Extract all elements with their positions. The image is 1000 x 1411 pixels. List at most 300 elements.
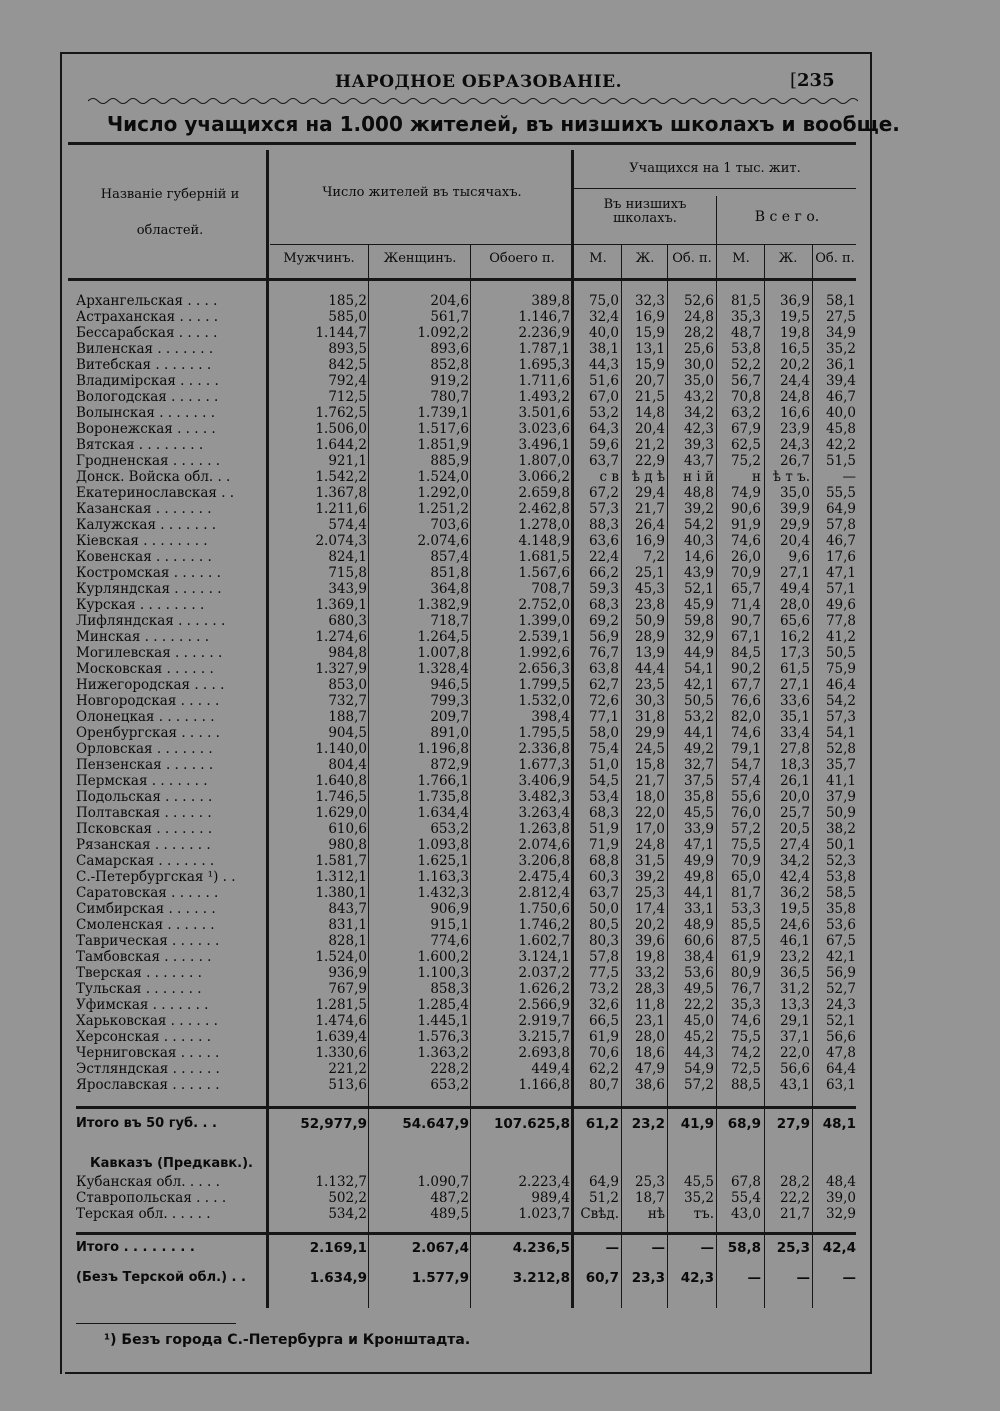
- rows-cell: 885,9: [430, 453, 469, 469]
- rows-cell: 3.066,2: [518, 469, 570, 485]
- rows-cell: 893,5: [328, 341, 367, 357]
- rows-cell: 1.196,8: [417, 741, 469, 757]
- rows-cell: 872,9: [430, 757, 469, 773]
- rows-name: Самарская . . . . . . .: [76, 853, 215, 869]
- rows-cell: 20,5: [779, 821, 810, 837]
- rows-cell: 75,5: [730, 837, 761, 853]
- total_caucasus-cell: 4.236,5: [512, 1240, 570, 1256]
- total_50-cell: 107.625,8: [493, 1116, 570, 1132]
- rows-cell: 85,5: [730, 917, 761, 933]
- rows-cell: 48,9: [683, 917, 714, 933]
- title-rule: [68, 142, 856, 145]
- total_caucasus-cell: —: [651, 1240, 665, 1256]
- rows-cell: 891,0: [430, 725, 469, 741]
- rows-cell: 14,8: [634, 405, 665, 421]
- caucasus_rows-cell: 55,4: [730, 1190, 761, 1206]
- caucasus_rows-cell: 45,5: [683, 1174, 714, 1190]
- rows-name: Гродненская . . . . . .: [76, 453, 221, 469]
- rows-cell: 41,1: [825, 773, 856, 789]
- rows-cell: 46,7: [825, 389, 856, 405]
- rows-cell: 1.328,4: [417, 661, 469, 677]
- total_without_terek-cell: 23,3: [631, 1270, 665, 1286]
- rows-cell: 44,3: [683, 1045, 714, 1061]
- rows-cell: 1.144,7: [315, 325, 367, 341]
- header-lower-schools-1: Въ низшихъ: [603, 197, 687, 212]
- rows-cell: 4.148,9: [518, 533, 570, 549]
- header-name-line1: Названіе губерній и: [100, 187, 240, 202]
- rows-cell: 16,6: [779, 405, 810, 421]
- rows-cell: 574,4: [328, 517, 367, 533]
- rows-cell: 62,5: [730, 437, 761, 453]
- rows-cell: 54,1: [683, 661, 714, 677]
- rows-name: Екатеринославская . .: [76, 485, 235, 501]
- rows-cell: 49,5: [683, 981, 714, 997]
- rows-cell: 1.567,6: [518, 565, 570, 581]
- caucasus_rows-cell: нѣ: [647, 1206, 665, 1222]
- rows-cell: —: [842, 469, 856, 485]
- rows-cell: 19,8: [779, 325, 810, 341]
- rows-cell: 62,2: [588, 1061, 619, 1077]
- rows-cell: 22,9: [634, 453, 665, 469]
- rows-cell: 653,2: [430, 1077, 469, 1093]
- header-pupils: Учащихся на 1 тыс. жит.: [629, 161, 801, 176]
- rows-cell: 32,7: [683, 757, 714, 773]
- rows-cell: 1.367,8: [315, 485, 367, 501]
- rows-cell: 63,8: [588, 661, 619, 677]
- rows-cell: 75,0: [588, 293, 619, 309]
- rows-name: Уфимская . . . . . . .: [76, 997, 209, 1013]
- rows-cell: 53,2: [683, 709, 714, 725]
- rows-cell: 68,8: [588, 853, 619, 869]
- total_without_terek-cell: 1.577,9: [411, 1270, 469, 1286]
- rows-name: Черниговская . . . . .: [76, 1045, 220, 1061]
- total_without_terek-cell: —: [842, 1270, 856, 1286]
- rows-name: Кіевская . . . . . . . .: [76, 533, 208, 549]
- rows-cell: 188,7: [328, 709, 367, 725]
- rows-cell: 64,4: [825, 1061, 856, 1077]
- rows-cell: 828,1: [328, 933, 367, 949]
- rows-cell: 65,7: [730, 581, 761, 597]
- caucasus_rows-cell: 32,9: [825, 1206, 856, 1222]
- rows-cell: 84,5: [730, 645, 761, 661]
- rows-cell: 74,6: [730, 1013, 761, 1029]
- rows-cell: 364,8: [430, 581, 469, 597]
- rows-cell: 63,1: [825, 1077, 856, 1093]
- caucasus_rows-cell: Свѣд.: [580, 1206, 619, 1222]
- rows-cell: 24,6: [779, 917, 810, 933]
- rows-cell: 68,3: [588, 597, 619, 613]
- rows-cell: 2.812,4: [518, 885, 570, 901]
- rows-cell: 1.532,0: [518, 693, 570, 709]
- rows-cell: 2.462,8: [518, 501, 570, 517]
- rows-cell: 49,9: [683, 853, 714, 869]
- rows-cell: 946,5: [430, 677, 469, 693]
- header-m: М.: [589, 251, 607, 266]
- rows-cell: 44,3: [588, 357, 619, 373]
- rows-cell: 87,5: [730, 933, 761, 949]
- rows-cell: 36,5: [779, 965, 810, 981]
- rows-cell: 22,0: [779, 1045, 810, 1061]
- caucasus-heading: Кавказъ (Предкавк.).: [90, 1156, 253, 1171]
- rows-cell: 29,9: [634, 725, 665, 741]
- rows-name: Херсонская . . . . . .: [76, 1029, 211, 1045]
- rows-cell: 3.023,6: [518, 421, 570, 437]
- rows-cell: 63,2: [730, 405, 761, 421]
- rows-cell: 36,9: [779, 293, 810, 309]
- rows-cell: 47,1: [683, 837, 714, 853]
- rows-cell: 29,1: [779, 1013, 810, 1029]
- rows-cell: 76,6: [730, 693, 761, 709]
- rows-cell: 90,2: [730, 661, 761, 677]
- rows-cell: 2.693,8: [518, 1045, 570, 1061]
- header-total: В с е г о.: [754, 209, 820, 225]
- total_caucasus-cell: 25,3: [776, 1240, 810, 1256]
- rows-cell: 11,8: [634, 997, 665, 1013]
- total_without_terek-cell: 42,3: [680, 1270, 714, 1286]
- rows-cell: 32,6: [588, 997, 619, 1013]
- rows-cell: 24,8: [683, 309, 714, 325]
- rows-cell: 1.493,2: [518, 389, 570, 405]
- rows-cell: 54,2: [683, 517, 714, 533]
- rows-cell: 1.851,9: [417, 437, 469, 453]
- rows-cell: 60,3: [588, 869, 619, 885]
- rows-cell: 34,9: [825, 325, 856, 341]
- rows-cell: 185,2: [328, 293, 367, 309]
- rows-cell: 60,6: [683, 933, 714, 949]
- rows-cell: 24,3: [779, 437, 810, 453]
- rows-cell: 45,3: [634, 581, 665, 597]
- rows-cell: 40,0: [588, 325, 619, 341]
- rows-cell: 50,5: [825, 645, 856, 661]
- caucasus_rows-cell: 1.132,7: [315, 1174, 367, 1190]
- caucasus_rows-name: Ставропольская . . . .: [76, 1190, 227, 1206]
- rows-cell: 24,8: [779, 389, 810, 405]
- rows-cell: 29,4: [634, 485, 665, 501]
- rows-name: Калужская . . . . . . .: [76, 517, 217, 533]
- rows-cell: 63,6: [588, 533, 619, 549]
- rows-cell: 1.474,6: [315, 1013, 367, 1029]
- rows-cell: 35,3: [730, 309, 761, 325]
- rows-cell: 52,2: [730, 357, 761, 373]
- rows-cell: 76,0: [730, 805, 761, 821]
- caucasus_rows-cell: 22,2: [779, 1190, 810, 1206]
- rows-cell: 21,5: [634, 389, 665, 405]
- rows-cell: 703,6: [430, 517, 469, 533]
- rows-cell: 27,1: [779, 677, 810, 693]
- rows-name: Тверская . . . . . . .: [76, 965, 202, 981]
- rows-cell: 47,9: [634, 1061, 665, 1077]
- rows-cell: 69,2: [588, 613, 619, 629]
- rows-name: Новгородская . . . . .: [76, 693, 220, 709]
- rows-cell: 26,1: [779, 773, 810, 789]
- rows-cell: 1.399,0: [518, 613, 570, 629]
- rows-cell: 90,6: [730, 501, 761, 517]
- rows-cell: 1.626,2: [518, 981, 570, 997]
- rows-cell: 57,3: [588, 501, 619, 517]
- rows-cell: 7,2: [643, 549, 665, 565]
- rows-cell: 54,1: [825, 725, 856, 741]
- header-lower-schools-2: школахъ.: [613, 211, 677, 226]
- rows-cell: 1.093,8: [417, 837, 469, 853]
- rows-cell: 53,6: [683, 965, 714, 981]
- rows-cell: 21,2: [634, 437, 665, 453]
- rows-cell: 1.285,4: [417, 997, 469, 1013]
- rows-cell: 53,8: [825, 869, 856, 885]
- caucasus_rows-cell: 48,4: [825, 1174, 856, 1190]
- rows-cell: 90,7: [730, 613, 761, 629]
- rows-cell: 19,5: [779, 309, 810, 325]
- rows-cell: 19,8: [634, 949, 665, 965]
- rows-cell: 17,0: [634, 821, 665, 837]
- rows-name: Вятская . . . . . . . .: [76, 437, 204, 453]
- rows-cell: 19,5: [779, 901, 810, 917]
- rows-cell: 38,1: [588, 341, 619, 357]
- rows-cell: 47,8: [825, 1045, 856, 1061]
- rows-cell: 718,7: [430, 613, 469, 629]
- rows-name: Витебская . . . . . . .: [76, 357, 212, 373]
- rows-cell: 38,6: [634, 1077, 665, 1093]
- rows-cell: 2.919,7: [518, 1013, 570, 1029]
- caucasus_rows-cell: тъ.: [693, 1206, 714, 1222]
- rows-cell: 28,0: [634, 1029, 665, 1045]
- rows-cell: 39,4: [825, 373, 856, 389]
- rows-cell: 74,6: [730, 725, 761, 741]
- rows-cell: 3.406,9: [518, 773, 570, 789]
- rows-cell: 62,7: [588, 677, 619, 693]
- rows-cell: 80,3: [588, 933, 619, 949]
- caucasus_rows-cell: 502,2: [328, 1190, 367, 1206]
- rows-cell: 39,2: [634, 869, 665, 885]
- rows-cell: 15,8: [634, 757, 665, 773]
- rows-cell: 3.124,1: [518, 949, 570, 965]
- rows-cell: 71,9: [588, 837, 619, 853]
- rows-cell: 57,4: [730, 773, 761, 789]
- rows-cell: 30,3: [634, 693, 665, 709]
- rows-cell: 22,2: [683, 997, 714, 1013]
- rows-cell: 79,1: [730, 741, 761, 757]
- rows-cell: 31,8: [634, 709, 665, 725]
- rows-cell: 41,2: [825, 629, 856, 645]
- rows-cell: 21,7: [634, 501, 665, 517]
- rows-cell: 53,8: [730, 341, 761, 357]
- rows-cell: 54,2: [825, 693, 856, 709]
- footnote-rule: [76, 1323, 236, 1324]
- rows-cell: 857,4: [430, 549, 469, 565]
- rows-cell: н: [752, 469, 761, 485]
- rows-cell: 13,3: [779, 997, 810, 1013]
- rows-cell: ѣ д ѣ: [631, 469, 665, 485]
- rows-cell: 2.074,3: [315, 533, 367, 549]
- rows-name: Владимірская . . . . .: [76, 373, 219, 389]
- rows-name: Ярославская . . . . . .: [76, 1077, 220, 1093]
- rows-cell: 14,6: [683, 549, 714, 565]
- rows-cell: 33,6: [779, 693, 810, 709]
- rows-cell: 52,1: [683, 581, 714, 597]
- rows-cell: 57,2: [683, 1077, 714, 1093]
- rows-cell: 843,7: [328, 901, 367, 917]
- caucasus_rows-cell: 43,0: [730, 1206, 761, 1222]
- rows-cell: 50,1: [825, 837, 856, 853]
- rows-cell: 37,9: [825, 789, 856, 805]
- rows-name: Костромская . . . . . .: [76, 565, 221, 581]
- rows-cell: 80,9: [730, 965, 761, 981]
- header-ob2: Об. п.: [815, 251, 855, 266]
- rows-cell: 16,5: [779, 341, 810, 357]
- rows-name: Орловская . . . . . . .: [76, 741, 213, 757]
- caucasus_rows-cell: 1.023,7: [518, 1206, 570, 1222]
- total_50-cell: 54.647,9: [402, 1116, 469, 1132]
- rows-cell: 15,9: [634, 325, 665, 341]
- rows-cell: 36,1: [825, 357, 856, 373]
- rows-name: Курляндская . . . . . .: [76, 581, 222, 597]
- rows-cell: 1.542,2: [315, 469, 367, 485]
- rows-cell: 75,2: [730, 453, 761, 469]
- rows-cell: 904,5: [328, 725, 367, 741]
- header-rule-bottom: [68, 278, 856, 281]
- rows-cell: 61,5: [779, 661, 810, 677]
- rows-cell: 36,2: [779, 885, 810, 901]
- header-name-line2: областей.: [136, 223, 204, 238]
- rows-cell: 63,7: [588, 885, 619, 901]
- rows-name: Симбирская . . . . . .: [76, 901, 216, 917]
- rows-cell: 31,5: [634, 853, 665, 869]
- header-men: Мужчинъ.: [283, 251, 355, 266]
- caucasus_rows-cell: 989,4: [531, 1190, 570, 1206]
- rows-cell: 27,4: [779, 837, 810, 853]
- rows-cell: 17,4: [634, 901, 665, 917]
- rows-cell: 52,8: [825, 741, 856, 757]
- total_without_terek-cell: —: [796, 1270, 810, 1286]
- rows-name: Смоленская . . . . . .: [76, 917, 215, 933]
- rows-name: Псковская . . . . . . .: [76, 821, 213, 837]
- rows-cell: 81,5: [730, 293, 761, 309]
- rows-cell: 88,5: [730, 1077, 761, 1093]
- rows-cell: 77,5: [588, 965, 619, 981]
- rows-cell: 1.524,0: [315, 949, 367, 965]
- caucasus_rows-cell: 28,2: [779, 1174, 810, 1190]
- header-population: Число жителей въ тысячахъ.: [322, 185, 522, 200]
- rows-name: Бессарабская . . . . .: [76, 325, 218, 341]
- rows-cell: 71,4: [730, 597, 761, 613]
- rows-name: Эстляндская . . . . . .: [76, 1061, 220, 1077]
- rows-cell: 1.274,6: [315, 629, 367, 645]
- rows-cell: 715,8: [328, 565, 367, 581]
- rows-cell: 48,8: [683, 485, 714, 501]
- rows-cell: 22,0: [634, 805, 665, 821]
- rows-cell: 55,5: [825, 485, 856, 501]
- rows-cell: 35,7: [825, 757, 856, 773]
- rows-cell: 1.382,9: [417, 597, 469, 613]
- total_50-cell: 61,2: [585, 1116, 619, 1132]
- rows-cell: 343,9: [328, 581, 367, 597]
- rows-cell: 54,7: [730, 757, 761, 773]
- rows-cell: 48,7: [730, 325, 761, 341]
- rows-cell: 228,2: [430, 1061, 469, 1077]
- rows-cell: 31,2: [779, 981, 810, 997]
- rows-cell: 1.092,2: [417, 325, 469, 341]
- rows-cell: 54,5: [588, 773, 619, 789]
- rows-name: Тульская . . . . . . .: [76, 981, 202, 997]
- rows-cell: 42,3: [683, 421, 714, 437]
- rows-cell: 915,1: [430, 917, 469, 933]
- rows-cell: 1.750,6: [518, 901, 570, 917]
- rows-cell: 35,8: [825, 901, 856, 917]
- rows-cell: 59,6: [588, 437, 619, 453]
- rows-cell: 32,3: [634, 293, 665, 309]
- total_caucasus-cell: 58,8: [727, 1240, 761, 1256]
- rows-cell: 66,2: [588, 565, 619, 581]
- rows-cell: 33,4: [779, 725, 810, 741]
- rows-cell: 3.215,7: [518, 1029, 570, 1045]
- rows-cell: 57,8: [825, 517, 856, 533]
- rows-name: Оренбургская . . . . .: [76, 725, 220, 741]
- rows-cell: 44,1: [683, 725, 714, 741]
- rows-cell: 53,2: [588, 405, 619, 421]
- rows-cell: 1.695,3: [518, 357, 570, 373]
- header-rule-pupils: [572, 188, 856, 189]
- rows-cell: 25,3: [634, 885, 665, 901]
- rows-cell: 20,0: [779, 789, 810, 805]
- caucasus_rows-cell: 21,7: [779, 1206, 810, 1222]
- rows-cell: 39,9: [779, 501, 810, 517]
- rows-cell: 56,9: [825, 965, 856, 981]
- rows-cell: 65,0: [730, 869, 761, 885]
- rows-cell: 46,1: [779, 933, 810, 949]
- rows-cell: 42,4: [779, 869, 810, 885]
- rows-cell: 2.074,6: [518, 837, 570, 853]
- rows-cell: 37,1: [779, 1029, 810, 1045]
- bottom-rule: [65, 1372, 870, 1374]
- rows-cell: 858,3: [430, 981, 469, 997]
- rows-cell: 46,7: [825, 533, 856, 549]
- rows-cell: 30,0: [683, 357, 714, 373]
- header-women: Женщинъ.: [383, 251, 457, 266]
- rows-cell: 24,4: [779, 373, 810, 389]
- rows-cell: 1.807,0: [518, 453, 570, 469]
- rows-cell: 16,2: [779, 629, 810, 645]
- rows-cell: 25,6: [683, 341, 714, 357]
- caucasus_rows-cell: 35,2: [683, 1190, 714, 1206]
- rows-cell: 1.634,4: [417, 805, 469, 821]
- rows-cell: 52,1: [825, 1013, 856, 1029]
- rows-cell: 24,3: [825, 997, 856, 1013]
- rows-cell: 513,6: [328, 1077, 367, 1093]
- total_50-cell: 23,2: [631, 1116, 665, 1132]
- rows-cell: 61,9: [730, 949, 761, 965]
- caucasus_rows-cell: 2.223,4: [518, 1174, 570, 1190]
- rows-cell: 50,9: [634, 613, 665, 629]
- rows-cell: 80,5: [588, 917, 619, 933]
- rows-cell: 56,6: [779, 1061, 810, 1077]
- rows-cell: 66,5: [588, 1013, 619, 1029]
- rows-name: Донск. Войска обл. . .: [76, 469, 231, 485]
- rows-cell: 45,9: [683, 597, 714, 613]
- rows-cell: 42,2: [825, 437, 856, 453]
- rows-cell: 1.330,6: [315, 1045, 367, 1061]
- rows-cell: 63,7: [588, 453, 619, 469]
- rows-cell: 1.739,1: [417, 405, 469, 421]
- caucasus_rows-cell: 64,9: [588, 1174, 619, 1190]
- rows-cell: 1.517,6: [417, 421, 469, 437]
- rows-cell: 18,0: [634, 789, 665, 805]
- rows-cell: 1.762,5: [315, 405, 367, 421]
- vrule-women: [470, 244, 471, 1308]
- rows-cell: 921,1: [328, 453, 367, 469]
- rows-cell: 16,9: [634, 533, 665, 549]
- rows-name: Архангельская . . . .: [76, 293, 218, 309]
- rows-cell: 58,1: [825, 293, 856, 309]
- rows-cell: 1.007,8: [417, 645, 469, 661]
